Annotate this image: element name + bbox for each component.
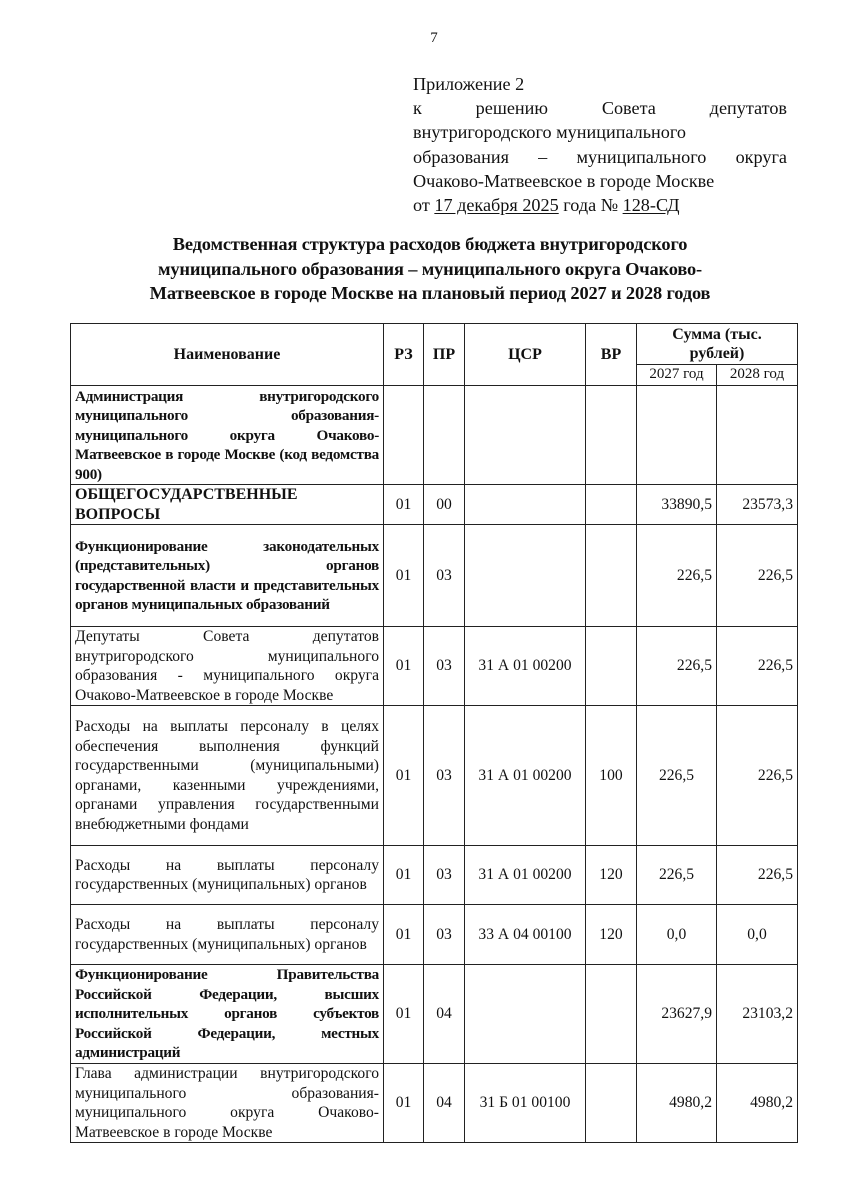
row-2027: 23627,9 bbox=[637, 965, 717, 1064]
table-row bbox=[71, 965, 798, 1064]
table-row bbox=[71, 706, 798, 846]
row-name: Расходы на выплаты персоналу государственных (муниципальных) органов bbox=[71, 846, 384, 905]
document-title bbox=[90, 232, 770, 306]
row-csr bbox=[465, 525, 586, 627]
row-2028: 23103,2 bbox=[717, 965, 798, 1064]
appendix-line-4: Очаково-Матвеевское в городе Москве bbox=[413, 170, 715, 191]
row-rz: 01 bbox=[384, 846, 424, 905]
row-csr bbox=[465, 965, 586, 1064]
decision-date: 17 декабря 2025 bbox=[434, 195, 559, 216]
page-number: 7 bbox=[430, 30, 438, 46]
row-vr: 120 bbox=[586, 846, 637, 905]
row-2028: 226,5 bbox=[717, 627, 798, 706]
table-row bbox=[71, 627, 798, 706]
row-csr: 31 А 01 00200 bbox=[465, 706, 586, 846]
date-prefix: от bbox=[413, 195, 435, 216]
row-name: Депутаты Совета депутатов внутригородского муниципального образования - муниципального округа Очаково-Матвеевское в городе Москве bbox=[71, 627, 384, 706]
row-name: Администрация внутригородского муниципального образования-муниципального округа Очаково-Матвеевское в городе Москве (код ведомства 900) bbox=[71, 385, 384, 485]
row-vr: 120 bbox=[586, 905, 637, 965]
row-2027: 226,5 bbox=[637, 525, 717, 627]
appendix-header bbox=[413, 72, 787, 217]
appendix-line-1: к решению Совета депутатов bbox=[413, 98, 787, 119]
row-2027: 33890,5 bbox=[637, 485, 717, 525]
row-vr bbox=[586, 965, 637, 1064]
row-rz: 01 bbox=[384, 627, 424, 706]
row-pr: 03 bbox=[424, 525, 465, 627]
row-vr bbox=[586, 485, 637, 525]
row-name: Функционирование законодательных (представительных) органов государственной власти и представительных органов муниципальных образований bbox=[71, 525, 384, 627]
row-name: Функционирование Правительства Российской Федерации, высших исполнительных органов субъектов Российской Федерации, местных администраций bbox=[71, 965, 384, 1064]
row-2028: 226,5 bbox=[717, 525, 798, 627]
header-name: Наименование bbox=[71, 324, 384, 386]
row-csr bbox=[465, 485, 586, 525]
row-vr bbox=[586, 627, 637, 706]
appendix-date-line bbox=[413, 193, 787, 217]
header-year-2027: 2027 год bbox=[637, 365, 717, 386]
budget-table bbox=[70, 323, 798, 1143]
header-csr: ЦСР bbox=[465, 324, 586, 386]
row-2027 bbox=[637, 385, 717, 485]
header-pr: ПР bbox=[424, 324, 465, 386]
row-name: Глава администрации внутригородского муниципального образования-муниципального округа Очаково-Матвеевское в городе Москве bbox=[71, 1064, 384, 1143]
row-rz: 01 bbox=[384, 905, 424, 965]
row-pr: 03 bbox=[424, 846, 465, 905]
row-rz: 01 bbox=[384, 1064, 424, 1143]
row-vr bbox=[586, 1064, 637, 1143]
row-2027: 226,5 bbox=[637, 846, 717, 905]
header-rz: РЗ bbox=[384, 324, 424, 386]
table-row bbox=[71, 846, 798, 905]
row-vr: 100 bbox=[586, 706, 637, 846]
row-rz: 01 bbox=[384, 965, 424, 1064]
row-2028: 23573,3 bbox=[717, 485, 798, 525]
row-2028: 4980,2 bbox=[717, 1064, 798, 1143]
row-name: Расходы на выплаты персоналу государственных (муниципальных) органов bbox=[71, 905, 384, 965]
row-csr bbox=[465, 385, 586, 485]
row-pr: 04 bbox=[424, 1064, 465, 1143]
row-pr bbox=[424, 385, 465, 485]
row-csr: 31 Б 01 00100 bbox=[465, 1064, 586, 1143]
row-2028: 226,5 bbox=[717, 846, 798, 905]
row-2027: 4980,2 bbox=[637, 1064, 717, 1143]
header-sum: Сумма (тыс. рублей) bbox=[637, 324, 798, 365]
title-line-1: Ведомственная структура расходов бюджета внутригородского bbox=[172, 234, 688, 254]
row-2028: 0,0 bbox=[717, 905, 798, 965]
table-row bbox=[71, 905, 798, 965]
row-vr bbox=[586, 385, 637, 485]
row-csr: 33 А 04 00100 bbox=[465, 905, 586, 965]
table-row bbox=[71, 485, 798, 525]
header-vr: ВР bbox=[586, 324, 637, 386]
table-row bbox=[71, 525, 798, 627]
row-rz: 01 bbox=[384, 485, 424, 525]
appendix-title: Приложение 2 bbox=[413, 74, 525, 94]
row-2027: 226,5 bbox=[637, 706, 717, 846]
row-2028: 226,5 bbox=[717, 706, 798, 846]
row-2027: 0,0 bbox=[637, 905, 717, 965]
row-2027: 226,5 bbox=[637, 627, 717, 706]
row-vr bbox=[586, 525, 637, 627]
table-row bbox=[71, 385, 798, 485]
row-pr: 03 bbox=[424, 627, 465, 706]
row-rz bbox=[384, 385, 424, 485]
appendix-line-2: внутригородского муниципального bbox=[413, 122, 686, 143]
row-pr: 03 bbox=[424, 905, 465, 965]
decision-number: 128-СД bbox=[622, 195, 680, 216]
row-csr: 31 А 01 00200 bbox=[465, 846, 586, 905]
row-pr: 04 bbox=[424, 965, 465, 1064]
header-year-2028: 2028 год bbox=[717, 365, 798, 386]
row-csr: 31 А 01 00200 bbox=[465, 627, 586, 706]
row-pr: 03 bbox=[424, 706, 465, 846]
row-name: ОБЩЕГОСУДАРСТВЕННЫЕ ВОПРОСЫ bbox=[71, 485, 384, 525]
number-prefix: года № bbox=[558, 195, 623, 216]
title-line-2: муниципального образования – муниципального округа Очаково- bbox=[157, 258, 702, 279]
title-line-3: Матвеевское в городе Москве на плановый период 2027 и 2028 годов bbox=[149, 283, 711, 303]
row-pr: 00 bbox=[424, 485, 465, 525]
appendix-line-3: образования – муниципального округа bbox=[413, 146, 787, 167]
row-rz: 01 bbox=[384, 706, 424, 846]
row-2028 bbox=[717, 385, 798, 485]
table-row bbox=[71, 1064, 798, 1143]
row-rz: 01 bbox=[384, 525, 424, 627]
row-name: Расходы на выплаты персоналу в целях обеспечения выполнения функций государственными (муниципальными) органами, казенными учреждениями, органами управления государственными внебюджетными фондами bbox=[71, 706, 384, 846]
